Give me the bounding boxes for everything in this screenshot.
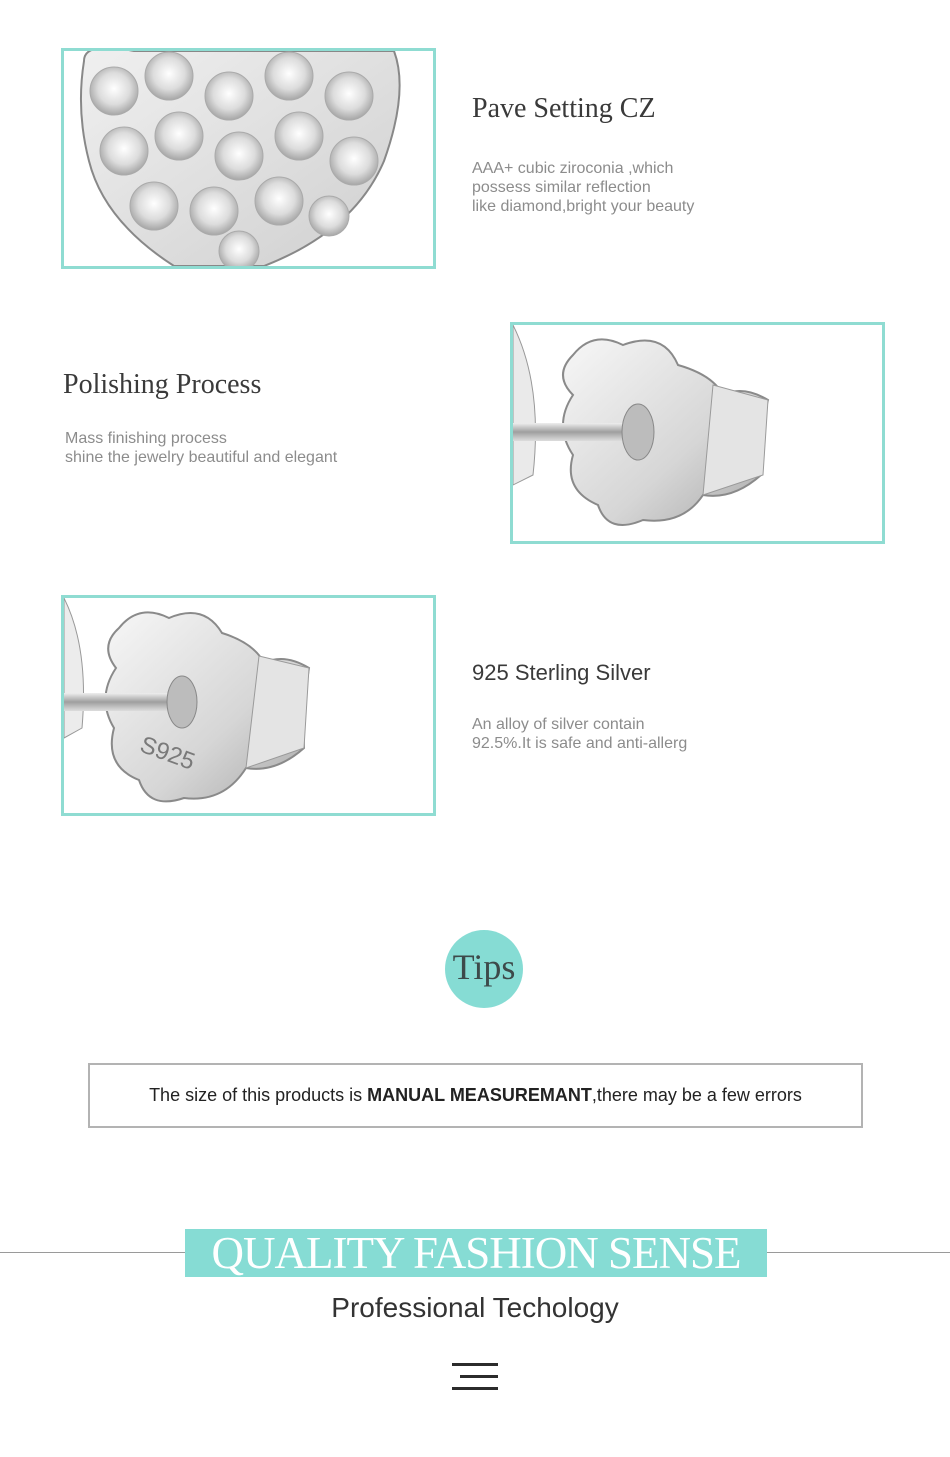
feature-title-polishing: Polishing Process — [63, 369, 262, 400]
cz-heart-image — [64, 51, 433, 266]
s925-image-frame — [61, 595, 436, 816]
note-after: ,there may be a few errors — [591, 1085, 802, 1105]
feature-desc-silver — [472, 715, 687, 753]
feature-desc-cz — [472, 159, 694, 216]
desc-line: like diamond,bright your beauty — [472, 198, 695, 215]
s925-image — [64, 598, 433, 813]
feature-title-cz: Pave Setting CZ — [472, 93, 656, 124]
tips-label: Tips — [452, 947, 516, 987]
measurement-note — [88, 1063, 863, 1128]
note-text — [149, 1085, 802, 1106]
feature-title-silver: 925 Sterling Silver — [472, 660, 651, 685]
cz-heart-image-frame — [61, 48, 436, 269]
s925-stamp: S925 — [136, 731, 199, 776]
banner-text: QUALITY FASHION SENSE — [211, 1228, 741, 1278]
desc-line: possess similar reflection — [472, 179, 651, 196]
note-before: The size of this products is — [149, 1085, 368, 1105]
quality-banner — [185, 1229, 767, 1277]
polished-back-image-frame — [510, 322, 885, 544]
tips-badge — [445, 930, 523, 1008]
desc-line: AAA+ cubic ziroconia ,which — [472, 160, 674, 177]
section-subtitle: Professional Techology — [331, 1292, 619, 1323]
desc-line: An alloy of silver contain — [472, 716, 645, 733]
menu-icon[interactable] — [452, 1363, 498, 1391]
note-bold: MANUAL MEASUREMANT — [367, 1085, 592, 1105]
desc-line: shine the jewelry beautiful and elegant — [65, 449, 338, 466]
desc-line: Mass finishing process — [65, 430, 227, 447]
polished-back-image — [513, 325, 882, 541]
feature-desc-polishing — [65, 429, 337, 467]
desc-line: 92.5%.It is safe and anti-allerg — [472, 735, 688, 752]
